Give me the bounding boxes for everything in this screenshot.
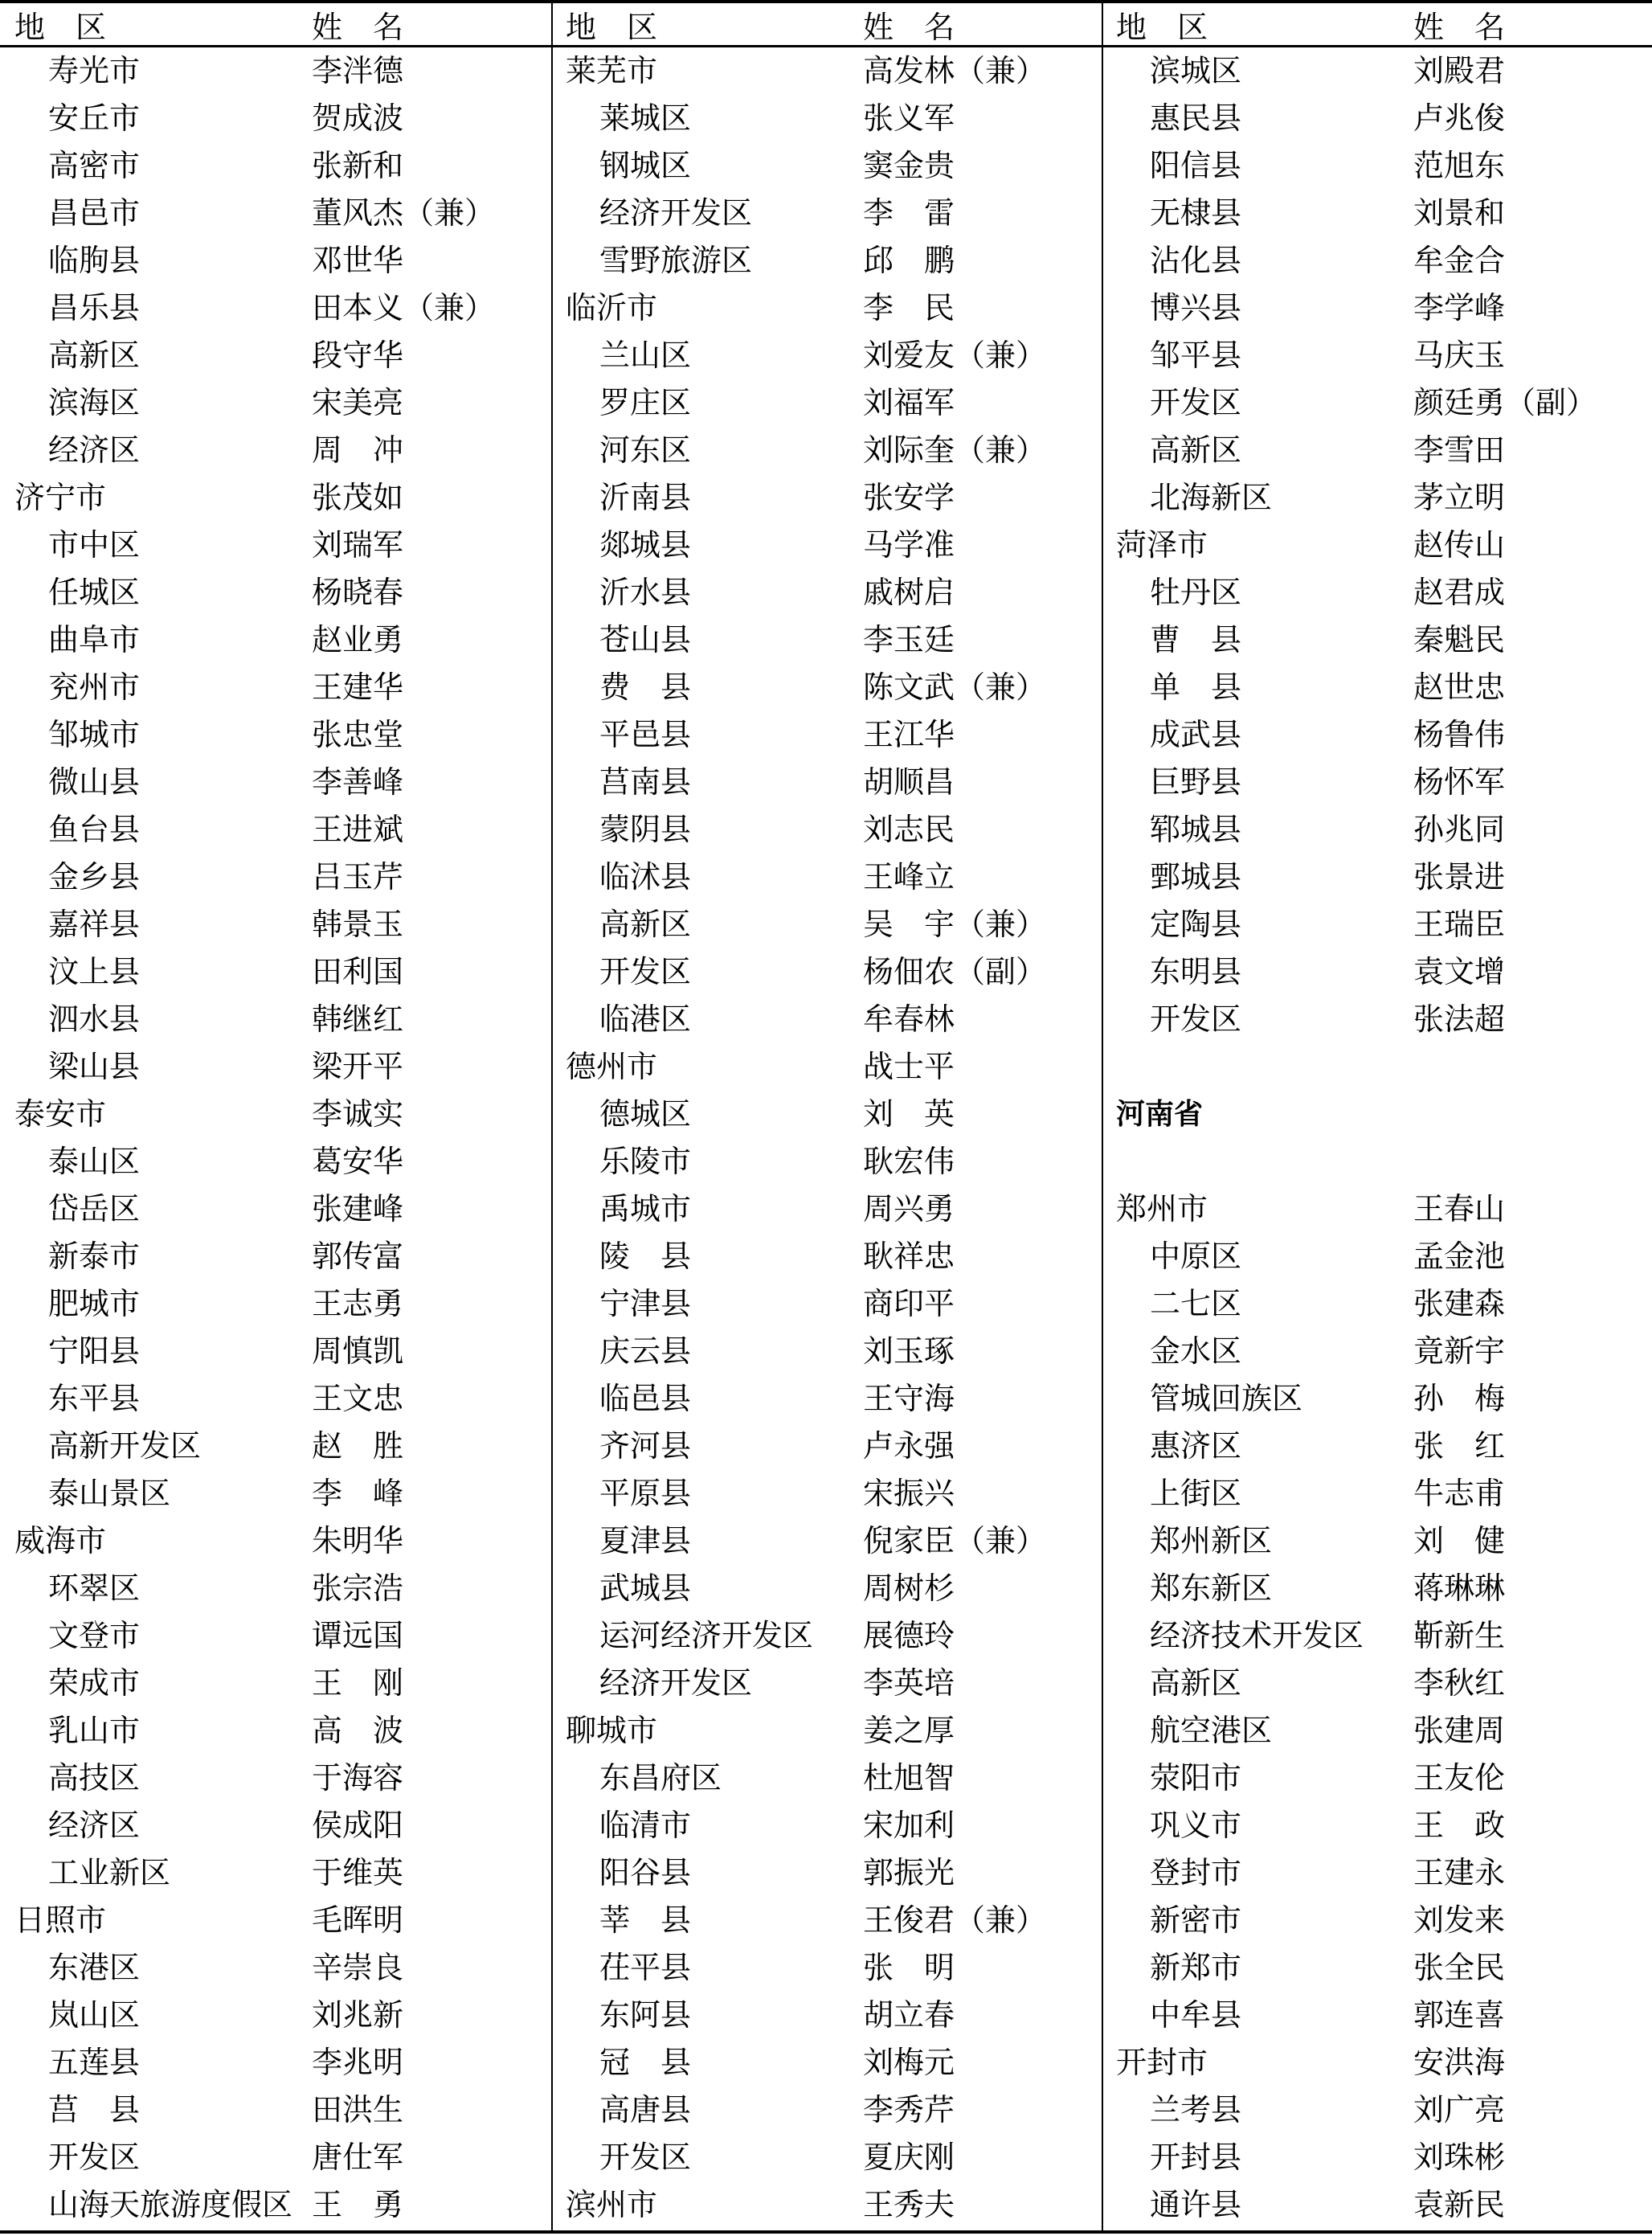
region-cell: 郯城县 — [599, 527, 692, 563]
name-cell: 刘志民 — [863, 812, 955, 847]
region-cell: 夏津县 — [599, 1523, 692, 1558]
name-cell: 李 峰 — [312, 1476, 404, 1511]
name-cell: 袁文增 — [1413, 954, 1506, 989]
region-cell: 高新区 — [1150, 1665, 1242, 1701]
name-cell: 辛崇良 — [312, 1950, 404, 1985]
name-cell: 王志勇 — [312, 1286, 404, 1321]
name-cell: 刘际奎（兼） — [863, 432, 1047, 468]
region-cell: 五莲县 — [48, 2045, 141, 2080]
region-cell: 开发区 — [599, 2140, 692, 2175]
region-cell: 禹城市 — [599, 1191, 692, 1227]
region-header: 地 区 — [566, 10, 658, 45]
region-cell: 开发区 — [1150, 1001, 1242, 1037]
region-cell: 泰山景区 — [48, 1476, 171, 1511]
table-top-rule — [0, 0, 1652, 3]
region-cell: 陵 县 — [599, 1239, 692, 1274]
region-cell: 费 县 — [599, 670, 692, 705]
region-cell: 环翠区 — [48, 1571, 141, 1606]
table-bottom-rule — [0, 2230, 1652, 2234]
region-cell: 管城回族区 — [1150, 1381, 1303, 1416]
name-cell: 战士平 — [863, 1049, 955, 1084]
name-cell: 王进斌 — [312, 812, 404, 847]
name-cell: 王建永 — [1413, 1855, 1506, 1890]
name-cell: 刘福军 — [863, 385, 955, 420]
name-cell: 韩继红 — [312, 1001, 404, 1037]
region-cell: 高新区 — [599, 907, 692, 942]
name-cell: 牟金合 — [1413, 243, 1506, 278]
name-cell: 郭振光 — [863, 1855, 955, 1890]
name-cell: 葛安华 — [312, 1144, 404, 1179]
region-cell: 郓城县 — [1150, 812, 1242, 847]
region-cell: 莒 县 — [48, 2092, 141, 2127]
province-heading: 河南省 — [1116, 1098, 1204, 1131]
region-cell: 乐陵市 — [599, 1144, 692, 1179]
name-cell: 张 明 — [863, 1950, 955, 1985]
region-cell: 兰考县 — [1150, 2092, 1242, 2127]
name-cell: 杨晓春 — [312, 575, 404, 610]
name-cell: 张建周 — [1413, 1713, 1506, 1748]
name-cell: 王文忠 — [312, 1381, 404, 1416]
column-divider — [551, 3, 553, 2230]
region-cell: 临清市 — [599, 1808, 692, 1843]
name-cell: 李 民 — [863, 290, 955, 326]
region-cell: 蒙阴县 — [599, 812, 692, 847]
name-cell: 朱明华 — [312, 1523, 404, 1558]
name-cell: 宋美亮 — [312, 385, 404, 420]
region-cell: 临沂市 — [566, 290, 658, 326]
region-cell: 经济区 — [48, 432, 141, 468]
name-cell: 王江华 — [863, 717, 955, 752]
name-cell: 杨佃农（副） — [863, 954, 1047, 989]
name-cell: 杨鲁伟 — [1413, 717, 1506, 752]
name-cell: 李学峰 — [1413, 290, 1506, 326]
region-cell: 开发区 — [599, 954, 692, 989]
region-cell: 德州市 — [566, 1049, 658, 1084]
region-cell: 二七区 — [1150, 1286, 1242, 1321]
name-cell: 于海容 — [312, 1760, 404, 1796]
region-cell: 乳山市 — [48, 1713, 141, 1748]
name-cell: 张 红 — [1413, 1428, 1506, 1464]
name-cell: 杜旭智 — [863, 1760, 955, 1796]
name-cell: 张建森 — [1413, 1286, 1506, 1321]
region-cell: 高新区 — [1150, 432, 1242, 468]
region-cell: 文登市 — [48, 1618, 141, 1653]
region-cell: 莘 县 — [599, 1902, 692, 1938]
name-cell: 赵传山 — [1413, 527, 1506, 563]
region-cell: 上街区 — [1150, 1476, 1242, 1511]
region-header: 地 区 — [1116, 10, 1208, 45]
region-cell: 宁阳县 — [48, 1333, 141, 1369]
name-cell: 倪家臣（兼） — [863, 1523, 1047, 1558]
name-cell: 靳新生 — [1413, 1618, 1506, 1653]
region-cell: 安丘市 — [48, 100, 141, 136]
region-cell: 高技区 — [48, 1760, 141, 1796]
region-cell: 高唐县 — [599, 2092, 692, 2127]
name-cell: 周兴勇 — [863, 1191, 955, 1227]
name-cell: 马庆玉 — [1413, 338, 1506, 373]
region-cell: 微山县 — [48, 764, 141, 800]
name-cell: 刘兆新 — [312, 1997, 404, 2033]
region-cell: 滨海区 — [48, 385, 141, 420]
region-cell: 惠民县 — [1150, 100, 1242, 136]
name-cell: 蒋琳琳 — [1413, 1571, 1506, 1606]
name-cell: 安洪海 — [1413, 2045, 1506, 2080]
region-cell: 金水区 — [1150, 1333, 1242, 1369]
region-cell: 高新区 — [48, 338, 141, 373]
name-cell: 唐仕军 — [312, 2140, 404, 2175]
name-cell: 郭传富 — [312, 1239, 404, 1274]
name-cell: 毛晖明 — [312, 1902, 404, 1938]
name-cell: 王峰立 — [863, 859, 955, 895]
region-cell: 东阿县 — [599, 1997, 692, 2033]
name-cell: 刘 英 — [863, 1096, 955, 1132]
name-cell: 陈文武（兼） — [863, 670, 1047, 705]
region-cell: 茌平县 — [599, 1950, 692, 1985]
region-cell: 岱岳区 — [48, 1191, 141, 1227]
region-cell: 无棣县 — [1150, 195, 1242, 231]
name-cell: 王瑞臣 — [1413, 907, 1506, 942]
name-cell: 张茂如 — [312, 480, 404, 515]
name-cell: 刘景和 — [1413, 195, 1506, 231]
name-cell: 周 冲 — [312, 432, 404, 468]
column-divider — [1102, 3, 1103, 2230]
region-cell: 平原县 — [599, 1476, 692, 1511]
region-cell: 武城县 — [599, 1571, 692, 1606]
region-cell: 曹 县 — [1150, 622, 1242, 657]
name-cell: 戚树启 — [863, 575, 955, 610]
region-cell: 冠 县 — [599, 2045, 692, 2080]
name-cell: 牟春林 — [863, 1001, 955, 1037]
name-cell: 夏庆刚 — [863, 2140, 955, 2175]
name-cell: 梁开平 — [312, 1049, 404, 1084]
region-cell: 成武县 — [1150, 717, 1242, 752]
region-cell: 肥城市 — [48, 1286, 141, 1321]
region-cell: 寿光市 — [48, 53, 141, 88]
name-cell: 胡立春 — [863, 1997, 955, 2033]
name-cell: 张安学 — [863, 480, 955, 515]
name-cell: 宋振兴 — [863, 1476, 955, 1511]
region-cell: 经济区 — [48, 1808, 141, 1843]
name-cell: 谭远国 — [312, 1618, 404, 1653]
name-cell: 李秀芹 — [863, 2092, 955, 2127]
region-cell: 梁山县 — [48, 1049, 141, 1084]
region-cell: 郑州新区 — [1150, 1523, 1273, 1558]
name-cell: 张忠堂 — [312, 717, 404, 752]
name-cell: 刘广亮 — [1413, 2092, 1506, 2127]
region-cell: 聊城市 — [566, 1713, 658, 1748]
name-cell: 李秋红 — [1413, 1665, 1506, 1701]
region-cell: 日照市 — [14, 1902, 107, 1938]
region-cell: 德城区 — [599, 1096, 692, 1132]
name-cell: 吕玉芹 — [312, 859, 404, 895]
name-cell: 李泮德 — [312, 53, 404, 88]
name-cell: 刘发来 — [1413, 1902, 1506, 1938]
region-cell: 阳信县 — [1150, 148, 1242, 183]
name-cell: 张义军 — [863, 100, 955, 136]
name-cell: 邱 鹏 — [863, 243, 955, 278]
region-cell: 荣成市 — [48, 1665, 141, 1701]
region-cell: 兰山区 — [599, 338, 692, 373]
region-cell: 郑州市 — [1116, 1191, 1208, 1227]
region-cell: 开封市 — [1116, 2045, 1208, 2080]
region-cell: 牡丹区 — [1150, 575, 1242, 610]
name-cell: 吴 宇（兼） — [863, 907, 1047, 942]
name-cell: 袁新民 — [1413, 2187, 1506, 2222]
region-cell: 临朐县 — [48, 243, 141, 278]
region-cell: 东港区 — [48, 1950, 141, 1985]
region-cell: 曲阜市 — [48, 622, 141, 657]
region-cell: 山海天旅游度假区 — [48, 2187, 293, 2222]
region-cell: 岚山区 — [48, 1997, 141, 2033]
name-header: 姓 名 — [312, 10, 404, 45]
name-cell: 牛志甫 — [1413, 1476, 1506, 1511]
region-cell: 经济开发区 — [599, 195, 753, 231]
region-cell: 邹城市 — [48, 717, 141, 752]
name-cell: 韩景玉 — [312, 907, 404, 942]
name-cell: 李玉廷 — [863, 622, 955, 657]
region-cell: 登封市 — [1150, 1855, 1242, 1890]
name-cell: 王秀夫 — [863, 2187, 955, 2222]
region-cell: 惠济区 — [1150, 1428, 1242, 1464]
name-cell: 田洪生 — [312, 2092, 404, 2127]
region-cell: 沂水县 — [599, 575, 692, 610]
region-cell: 沂南县 — [599, 480, 692, 515]
name-cell: 竟新宇 — [1413, 1333, 1506, 1369]
name-cell: 宋加利 — [863, 1808, 955, 1843]
name-cell: 贺成波 — [312, 100, 404, 136]
name-cell: 侯成阳 — [312, 1808, 404, 1843]
name-cell: 王友伦 — [1413, 1760, 1506, 1796]
name-cell: 王建华 — [312, 670, 404, 705]
name-cell: 赵世忠 — [1413, 670, 1506, 705]
name-cell: 刘玉琢 — [863, 1333, 955, 1369]
name-cell: 张建峰 — [312, 1191, 404, 1227]
region-cell: 临邑县 — [599, 1381, 692, 1416]
region-cell: 通许县 — [1150, 2187, 1242, 2222]
region-cell: 巨野县 — [1150, 764, 1242, 800]
name-cell: 张全民 — [1413, 1950, 1506, 1985]
name-cell: 刘瑞军 — [312, 527, 404, 563]
region-cell: 泗水县 — [48, 1001, 141, 1037]
name-cell: 王 政 — [1413, 1808, 1506, 1843]
region-cell: 汶上县 — [48, 954, 141, 989]
name-cell: 张新和 — [312, 148, 404, 183]
name-cell: 赵 胜 — [312, 1428, 404, 1464]
name-cell: 卢兆俊 — [1413, 100, 1506, 136]
region-cell: 鄄城县 — [1150, 859, 1242, 895]
name-cell: 周树杉 — [863, 1571, 955, 1606]
region-cell: 经济开发区 — [599, 1665, 753, 1701]
region-cell: 沾化县 — [1150, 243, 1242, 278]
region-header: 地 区 — [14, 10, 107, 45]
name-cell: 田本义（兼） — [312, 290, 496, 326]
region-cell: 昌乐县 — [48, 290, 141, 326]
name-cell: 周慎凯 — [312, 1333, 404, 1369]
name-cell: 段守华 — [312, 338, 404, 373]
region-cell: 河东区 — [599, 432, 692, 468]
region-cell: 莱芜市 — [566, 53, 658, 88]
name-cell: 赵君成 — [1413, 575, 1506, 610]
region-cell: 北海新区 — [1150, 480, 1273, 515]
name-cell: 茅立明 — [1413, 480, 1506, 515]
name-cell: 郭连喜 — [1413, 1997, 1506, 2033]
region-cell: 市中区 — [48, 527, 141, 563]
name-cell: 姜之厚 — [863, 1713, 955, 1748]
name-cell: 李英培 — [863, 1665, 955, 1701]
region-cell: 钢城区 — [599, 148, 692, 183]
name-cell: 刘 健 — [1413, 1523, 1506, 1558]
region-cell: 新泰市 — [48, 1239, 141, 1274]
name-cell: 范旭东 — [1413, 148, 1506, 183]
name-cell: 孟金池 — [1413, 1239, 1506, 1274]
name-cell: 张宗浩 — [312, 1571, 404, 1606]
region-cell: 郑东新区 — [1150, 1571, 1273, 1606]
name-cell: 张法超 — [1413, 1001, 1506, 1037]
name-cell: 孙兆同 — [1413, 812, 1506, 847]
region-cell: 庆云县 — [599, 1333, 692, 1369]
region-cell: 嘉祥县 — [48, 907, 141, 942]
region-cell: 金乡县 — [48, 859, 141, 895]
region-cell: 阳谷县 — [599, 1855, 692, 1890]
header-rule — [0, 45, 1652, 47]
region-cell: 威海市 — [14, 1523, 107, 1558]
name-header: 姓 名 — [1413, 10, 1506, 45]
name-cell: 孙 梅 — [1413, 1381, 1506, 1416]
region-cell: 莱城区 — [599, 100, 692, 136]
region-cell: 苍山县 — [599, 622, 692, 657]
name-cell: 刘爱友（兼） — [863, 338, 1047, 373]
region-cell: 临港区 — [599, 1001, 692, 1037]
region-cell: 单 县 — [1150, 670, 1242, 705]
name-cell: 杨怀军 — [1413, 764, 1506, 800]
name-cell: 卢永强 — [863, 1428, 955, 1464]
name-cell: 邓世华 — [312, 243, 404, 278]
name-cell: 刘梅元 — [863, 2045, 955, 2080]
name-cell: 赵业勇 — [312, 622, 404, 657]
name-cell: 胡顺昌 — [863, 764, 955, 800]
region-cell: 开封县 — [1150, 2140, 1242, 2175]
region-cell: 新密市 — [1150, 1902, 1242, 1938]
region-cell: 平邑县 — [599, 717, 692, 752]
name-cell: 窦金贵 — [863, 148, 955, 183]
region-cell: 菏泽市 — [1116, 527, 1208, 563]
name-cell: 王 刚 — [312, 1665, 404, 1701]
region-cell: 邹平县 — [1150, 338, 1242, 373]
region-cell: 定陶县 — [1150, 907, 1242, 942]
name-cell: 张景进 — [1413, 859, 1506, 895]
name-cell: 王守海 — [863, 1381, 955, 1416]
name-cell: 于维英 — [312, 1855, 404, 1890]
region-cell: 经济技术开发区 — [1150, 1618, 1364, 1653]
region-cell: 巩义市 — [1150, 1808, 1242, 1843]
region-cell: 滨州市 — [566, 2187, 658, 2222]
region-cell: 临沭县 — [599, 859, 692, 895]
region-cell: 东昌府区 — [599, 1760, 722, 1796]
name-cell: 刘殿君 — [1413, 53, 1506, 88]
region-cell: 东明县 — [1150, 954, 1242, 989]
region-cell: 雪野旅游区 — [599, 243, 753, 278]
region-cell: 开发区 — [1150, 385, 1242, 420]
name-cell: 田利国 — [312, 954, 404, 989]
name-cell: 颜廷勇（副） — [1413, 385, 1597, 420]
region-cell: 开发区 — [48, 2140, 141, 2175]
name-cell: 李诚实 — [312, 1096, 404, 1132]
name-cell: 商印平 — [863, 1286, 955, 1321]
name-cell: 李雪田 — [1413, 432, 1506, 468]
name-cell: 李善峰 — [312, 764, 404, 800]
region-cell: 中牟县 — [1150, 1997, 1242, 2033]
name-cell: 高发林（兼） — [863, 53, 1047, 88]
name-cell: 耿祥忠 — [863, 1239, 955, 1274]
name-cell: 王俊君（兼） — [863, 1902, 1047, 1938]
name-cell: 展德玲 — [863, 1618, 955, 1653]
name-cell: 李兆明 — [312, 2045, 404, 2080]
region-cell: 新郑市 — [1150, 1950, 1242, 1985]
name-cell: 董风杰（兼） — [312, 195, 496, 231]
region-cell: 济宁市 — [14, 480, 107, 515]
region-cell: 齐河县 — [599, 1428, 692, 1464]
region-cell: 东平县 — [48, 1381, 141, 1416]
name-cell: 王春山 — [1413, 1191, 1506, 1227]
name-cell: 马学准 — [863, 527, 955, 563]
region-cell: 高密市 — [48, 148, 141, 183]
region-cell: 博兴县 — [1150, 290, 1242, 326]
name-cell: 王 勇 — [312, 2187, 404, 2222]
name-cell: 秦魁民 — [1413, 622, 1506, 657]
name-cell: 李 雷 — [863, 195, 955, 231]
region-cell: 高新开发区 — [48, 1428, 202, 1464]
region-cell: 荥阳市 — [1150, 1760, 1242, 1796]
region-cell: 滨城区 — [1150, 53, 1242, 88]
region-cell: 罗庄区 — [599, 385, 692, 420]
name-cell: 高 波 — [312, 1713, 404, 1748]
region-cell: 泰山区 — [48, 1144, 141, 1179]
name-cell: 耿宏伟 — [863, 1144, 955, 1179]
region-cell: 任城区 — [48, 575, 141, 610]
region-cell: 莒南县 — [599, 764, 692, 800]
region-cell: 兖州市 — [48, 670, 141, 705]
region-cell: 昌邑市 — [48, 195, 141, 231]
region-cell: 运河经济开发区 — [599, 1618, 814, 1653]
region-cell: 航空港区 — [1150, 1713, 1273, 1748]
region-cell: 宁津县 — [599, 1286, 692, 1321]
region-cell: 泰安市 — [14, 1096, 107, 1132]
region-cell: 中原区 — [1150, 1239, 1242, 1274]
name-cell: 刘珠彬 — [1413, 2140, 1506, 2175]
region-cell: 鱼台县 — [48, 812, 141, 847]
region-cell: 工业新区 — [48, 1855, 171, 1890]
name-header: 姓 名 — [863, 10, 955, 45]
